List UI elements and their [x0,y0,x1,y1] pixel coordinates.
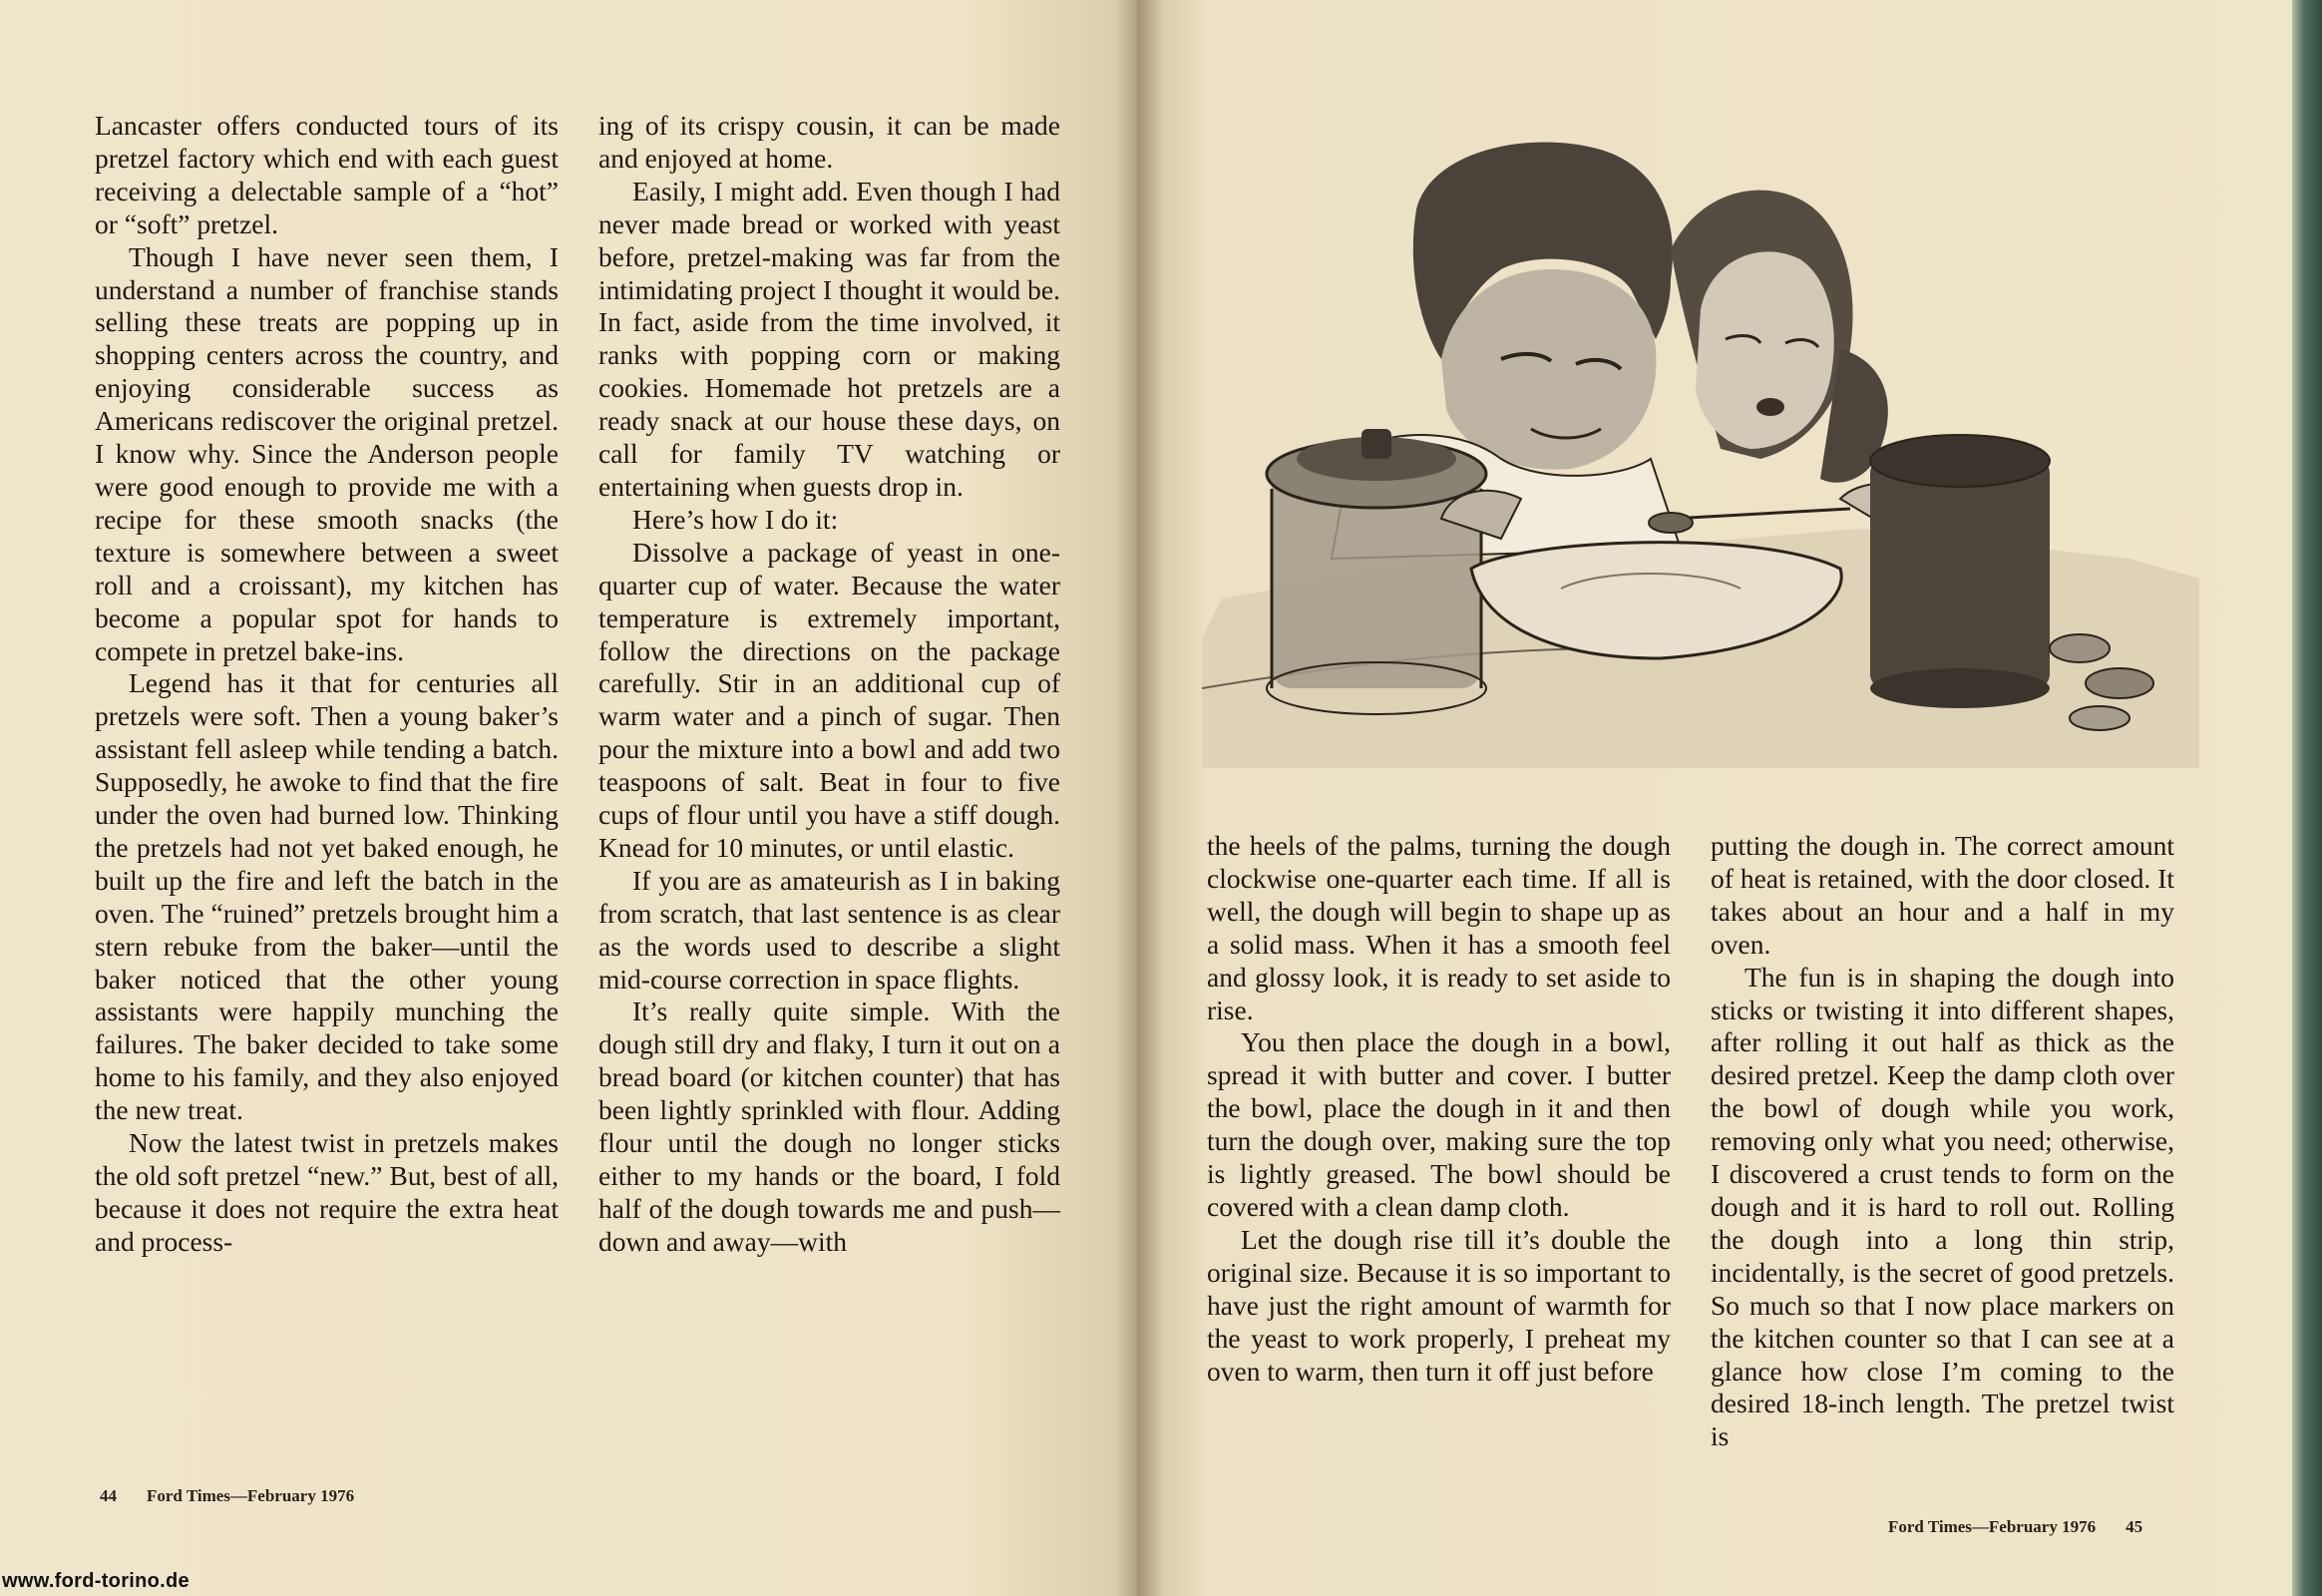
paragraph: Easily, I might add. Even though I had never made bread or worked with yeast before, pretzel-making was far from the intimidating project I thought it would be. In fact, aside from the time involved, it ranks with popping corn or making cookies. Homemade hot pretzels are a ready snack at our house these days, on call for family TV watching or entertaining when guests drop in. [598,175,1060,502]
paragraph: If you are as amateurish as I in baking from scratch, that last sentence is as clear as the words used to describe a slight mid-course correction in space flights. [598,864,1060,995]
column-2 [598,110,1060,1259]
folio-title: Ford Times—February 1976 [1888,1517,2097,1536]
paragraph: the heels of the palms, turning the dough clockwise one-quarter each time. If all is well, the dough will begin to shape up as a solid mass. When it has a smooth feel and glossy look, it is ready to set aside to rise. [1207,830,1671,1025]
paragraph: Here’s how I do it: [632,503,839,535]
paragraph: It’s really quite simple. With the dough still dry and flaky, I turn it out on a bread board (or kitchen counter) that has been lightly sprinkled with flour. Adding flour until the dough no longer sticks either to my hands or the board, I fold half of the dough towards me and push—down and away—with [598,996,1060,1257]
paragraph: You then place the dough in a bowl, spread it with butter and cover. I butter the bowl, place the dough in it and then turn the dough over, making sure the top is lightly greased. The bowl should be covered with a clean damp cloth. [1207,1026,1671,1222]
book-gutter [1115,0,1163,1596]
watermark: www.ford-torino.de [2,1570,190,1592]
column-1 [95,110,559,1259]
children-baking-illustration [1202,130,2199,768]
column-3 [1207,830,1671,1388]
paragraph: ing of its crispy cousin, it can be made and enjoyed at home. [598,110,1060,174]
paragraph: Dissolve a package of yeast in one-quarter cup of water. Because the water temperature is extremely important, follow the directions on the package carefully. Stir in an additional cup of warm water and a pinch of sugar. Then pour the mixture into a bowl and add two teaspoons of salt. Beat in four to five cups of flour until you have a stiff dough. Knead for 10 minutes, or until elastic. [598,536,1060,863]
left-page [0,0,1137,1596]
page-number: 45 [2126,1517,2143,1536]
paragraph: The fun is in shaping the dough into sticks or twisting it into different shapes, after rolling it out half as thick as the desired pretzel. Keep the damp cloth over the bowl of dough while you work, removing only what you need; otherwise, I discovered a crust tends to form on the dough and it is hard to roll out. Rolling the dough into a long thin strip, incidentally, is the secret of good pretzels. So much so that I now place markers on the kitchen counter so that I can see at a glance how close I’m coming to the desired 18-inch length. The pretzel twist is [1711,961,2174,1452]
paragraph: Let the dough rise till it’s double the original size. Because it is so important to have just the right amount of warmth for the yeast to work properly, I preheat my oven to warm, then turn it off just before [1207,1223,1671,1387]
folio-right [1888,1517,2172,1537]
page-number: 44 [100,1486,117,1505]
page-edge [2292,0,2322,1596]
paragraph: Legend has it that for centuries all pretzels were soft. Then a young baker’s assistant fell asleep while tending a batch. Supposedly, he awoke to find that the fire under the oven had burned low. Thinking the pretzels had not yet baked enough, he built up the fire and left the batch in the oven. The “ruined” pretzels brought him a stern rebuke from the baker—until the baker noticed that the other young assistants were happily munching the failures. The baker decided to take some home to his family, and they also enjoyed the new treat. [95,667,559,1126]
folio-title: Ford Times—February 1976 [147,1486,355,1505]
paragraph: Lancaster offers conducted tours of its pretzel factory which end with each guest receiving a delectable sample of a “hot” or “soft” pretzel. [95,110,559,239]
paragraph: putting the dough in. The correct amount of heat is retained, with the door closed. It takes about an hour and a half in my oven. [1711,830,2174,960]
paragraph: Now the latest twist in pretzels makes the old soft pretzel “new.” But, best of all, because it does not require the extra heat and process- [95,1127,559,1257]
column-4 [1711,830,2174,1453]
folio-left [100,1486,384,1506]
paragraph: Though I have never seen them, I understand a number of franchise stands selling these treats are popping up in shopping centers across the country, and enjoying considerable success as Americans rediscover the original pretzel. I know why. Since the Anderson people were good enough to provide me with a recipe for these smooth snacks (the texture is somewhere between a sweet roll and a croissant), my kitchen has become a popular spot for hands to compete in pretzel bake-ins. [95,240,559,666]
